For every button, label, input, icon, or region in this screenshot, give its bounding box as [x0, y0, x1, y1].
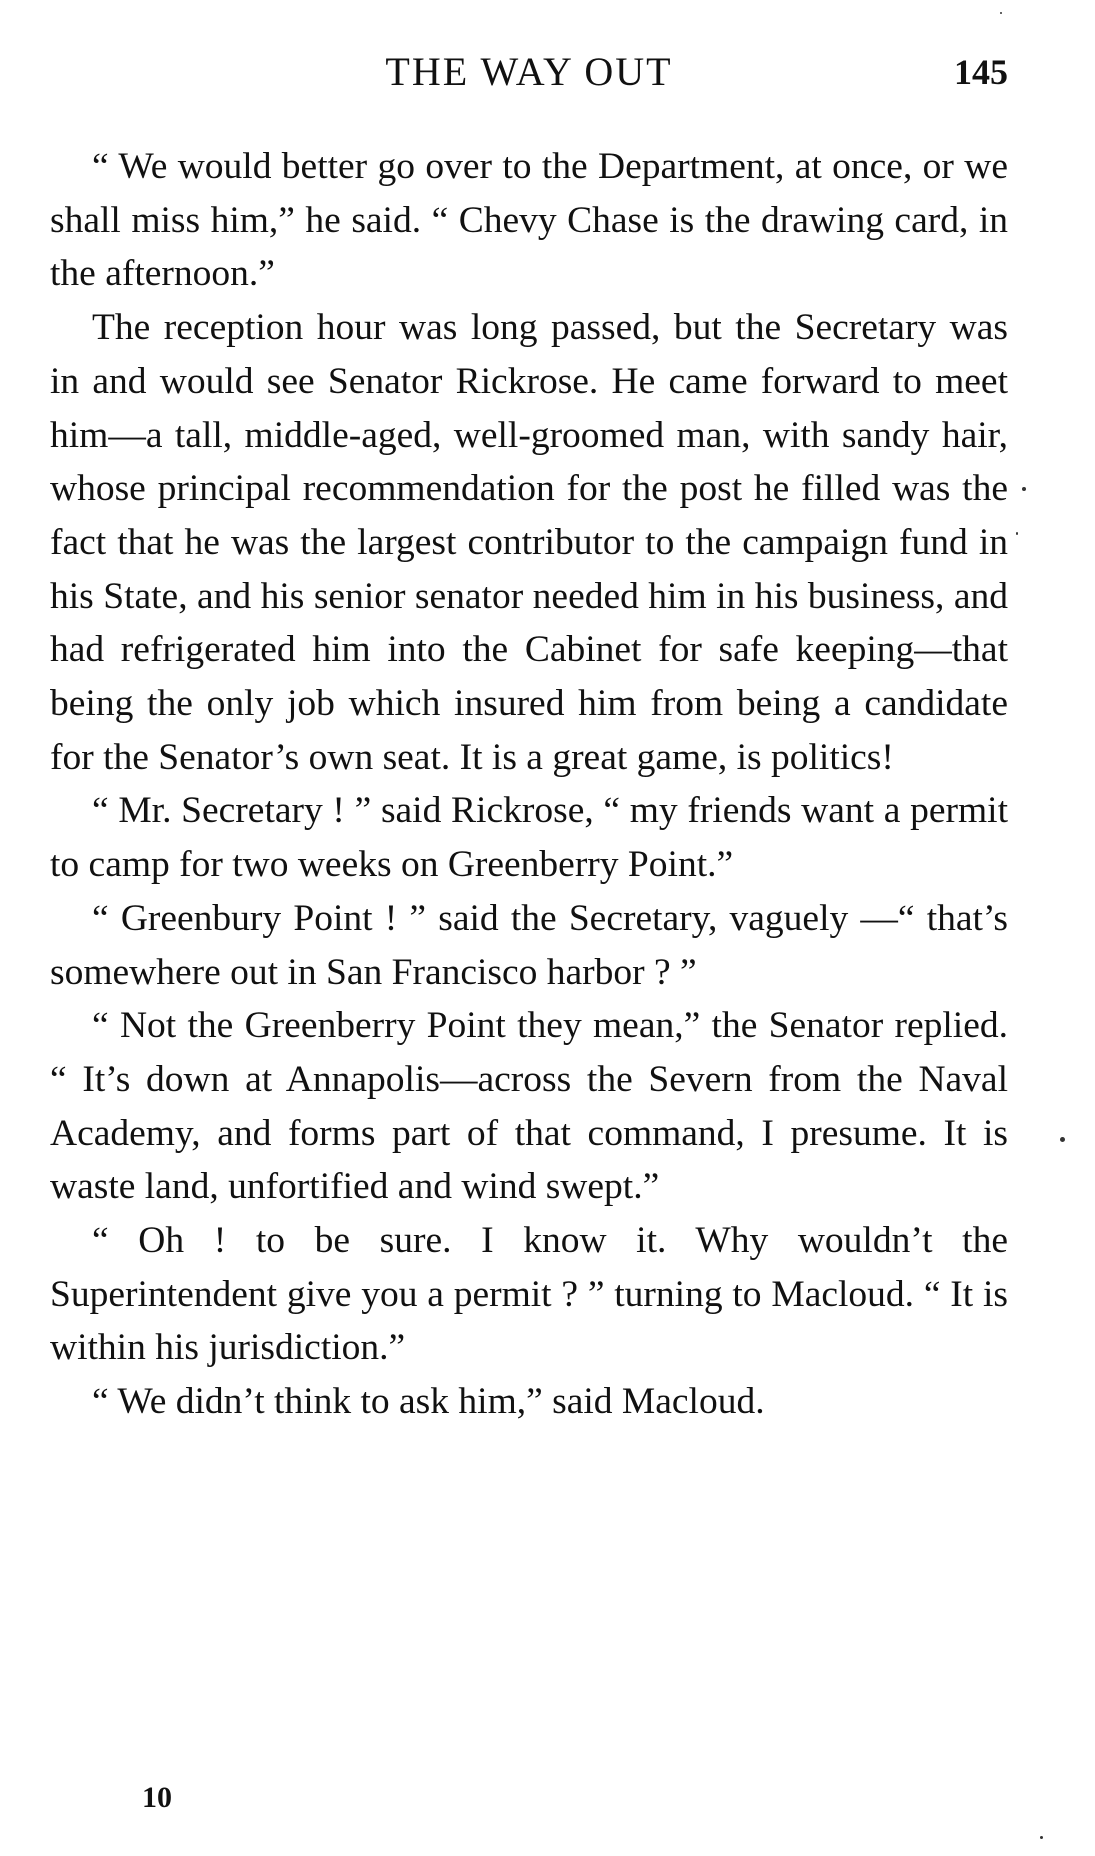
paragraph: “ We didn’t think to ask him,” said Macloud. — [92, 1381, 765, 1423]
running-head — [50, 44, 1008, 100]
running-title: THE WAY OUT — [385, 49, 673, 94]
signature-mark: 10 — [142, 1781, 172, 1814]
paragraph: “ Not the Greenberry Point they mean,” the Senator replied. “ It’s down at Annapolis—across the Severn from the Naval Academy, and forms part of that command, I presume. It is waste land, unfortified and wind swept.” — [50, 1005, 1008, 1208]
paragraph: “ Mr. Secretary ! ” said Rickrose, “ my friends want a permit to camp for two weeks on Greenberry Point.” — [50, 790, 1008, 886]
body-text — [50, 140, 1008, 1429]
ink-speck — [1022, 487, 1026, 491]
ink-speck — [1016, 532, 1018, 535]
ink-speck — [1000, 12, 1002, 14]
paragraph: The reception hour was long passed, but the Secretary was in and would see Senator Rickrose. He came forward to meet him—a tall, middle-aged, well-groomed man, with sandy hair, whose principal recommendation for the post he filled was the fact that he was the largest contributor to the campaign fund in his State, and his senior senator needed him in his business, and had refrigerated him into the Cabinet for safe keeping—that being the only job which insured him from being a candidate for the Senator’s own seat. It is a great game, is politics! — [50, 307, 1008, 778]
page-number: 145 — [954, 52, 1008, 92]
paragraph: “ Greenbury Point ! ” said the Secretary, vaguely —“ that’s somewhere out in San Francisco harbor ? ” — [50, 897, 1008, 993]
ink-speck — [1040, 1836, 1043, 1839]
paragraph: “ Oh ! to be sure. I know it. Why wouldn’t the Superintendent give you a permit ? ” turning to Macloud. “ It is within his jurisdiction.” — [50, 1220, 1008, 1369]
ink-speck — [1060, 1137, 1065, 1142]
paragraph: “ We would better go over to the Department, at once, or we shall miss him,” he said. “ Chevy Chase is the drawing card, in the afternoon.” — [50, 146, 1008, 295]
